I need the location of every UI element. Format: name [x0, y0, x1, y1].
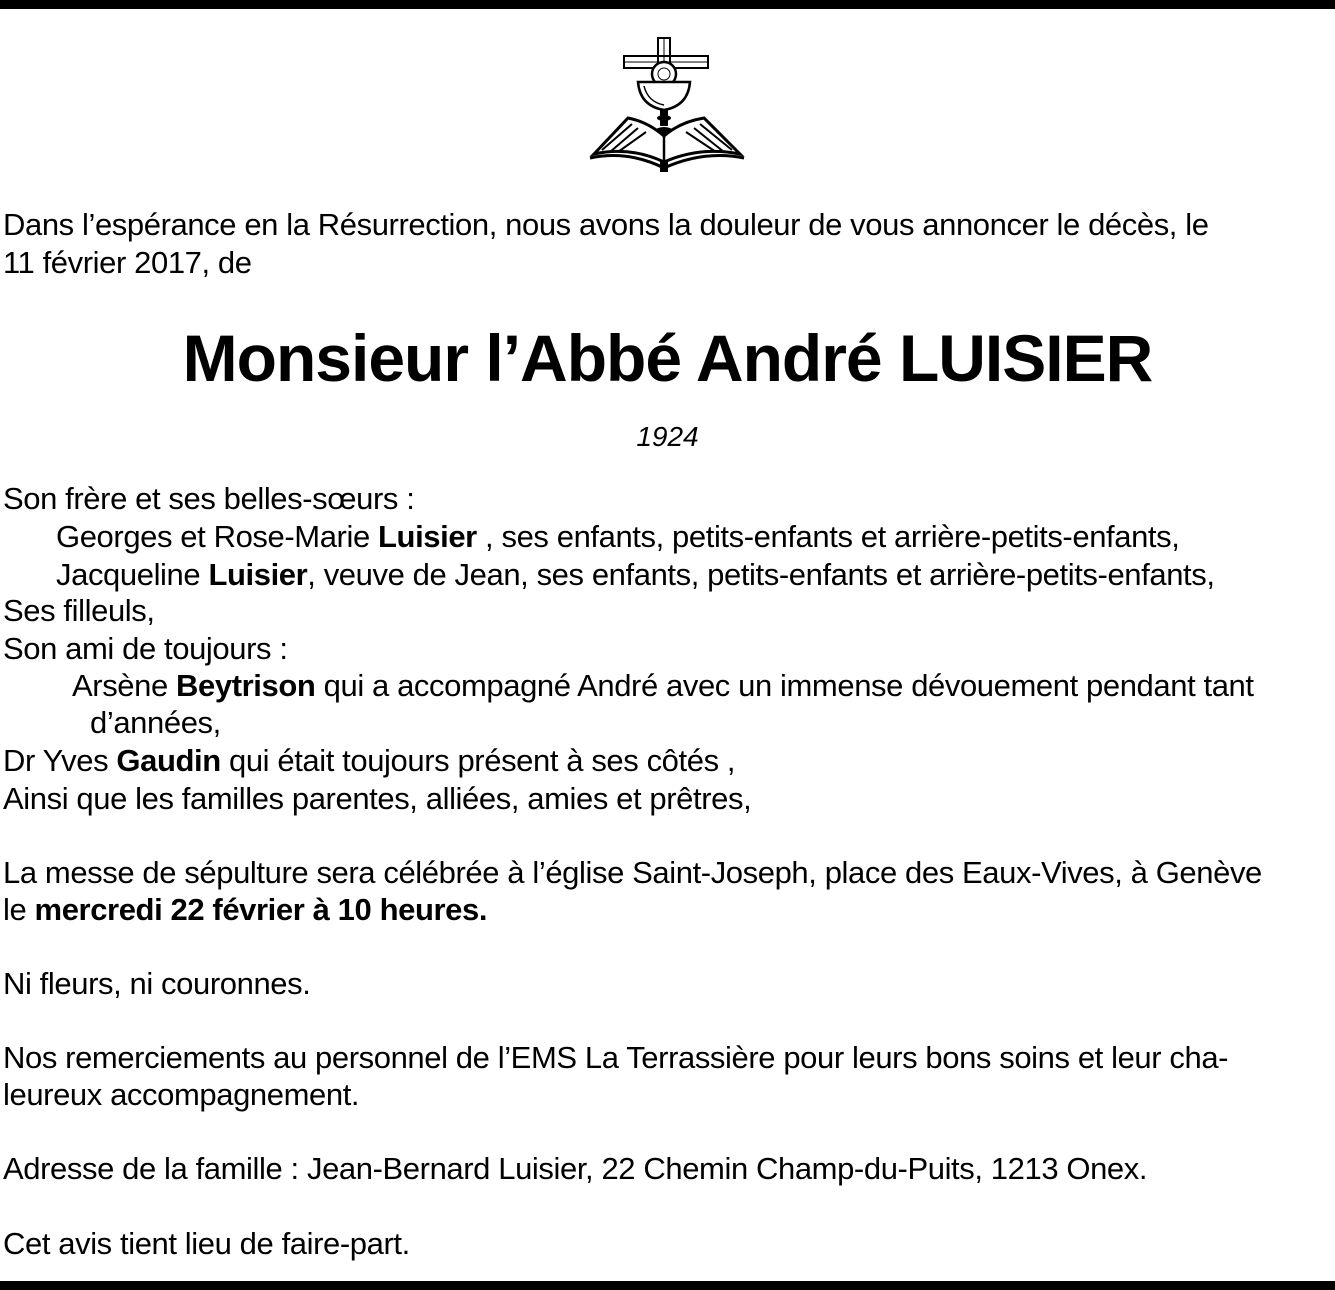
family-address: Adresse de la famille : Jean-Bernard Luisier, 22 Chemin Champ-du-Puits, 1213 Onex. — [3, 1151, 1148, 1186]
family-surname: Luisier — [208, 557, 308, 592]
cross-chalice-book-icon — [588, 36, 748, 174]
family-line-georges — [56, 518, 1179, 556]
intro-line-date: 11 février 2017, de — [3, 245, 252, 280]
bottom-border-rule — [0, 1281, 1335, 1290]
friend-surname: Beytrison — [176, 668, 316, 703]
family-line-jacqueline — [56, 556, 1215, 594]
family-godchildren: Ses filleuls, — [3, 593, 155, 628]
flowers-note: Ni fleurs, ni couronnes. — [3, 966, 311, 1001]
thanks-line-continuation: leureux accompagnement. — [3, 1077, 360, 1112]
closing-note: Cet avis tient lieu de faire-part. — [3, 1226, 410, 1261]
friend-line-arsene — [72, 667, 1254, 705]
deceased-name: Monsieur l’Abbé André LUISIER — [182, 321, 1153, 395]
doctor-text: Dr Yves — [3, 743, 117, 778]
doctor-line — [3, 742, 735, 780]
doctor-surname: Gaudin — [116, 743, 221, 778]
top-border-rule — [0, 0, 1335, 9]
birth-year: 1924 — [636, 421, 699, 452]
friend-text: qui a accompagné André avec un immense dévouement pendant tant — [315, 668, 1254, 703]
family-text: , ses enfants, petits-enfants et arrière-petits-enfants, — [476, 519, 1180, 554]
family-text: , veuve de Jean, ses enfants, petits-enfants et arrière-petits-enfants, — [307, 557, 1215, 592]
friend-line-continuation: d’années, — [90, 705, 221, 740]
friend-heading: Son ami de toujours : — [3, 631, 288, 666]
thanks-line: Nos remerciements au personnel de l’EMS La Terrassière pour leurs bons soins et leur cha- — [3, 1040, 1229, 1075]
friend-text: Arsène — [72, 668, 177, 703]
mass-date: mercredi 22 février à 10 heures. — [34, 892, 488, 927]
mass-date-line — [3, 891, 487, 929]
family-surname: Luisier — [378, 519, 477, 554]
families-line: Ainsi que les familles parentes, alliées, amies et prêtres, — [3, 781, 752, 816]
family-text: Jacqueline — [56, 557, 209, 592]
mass-text: le — [3, 892, 35, 927]
family-heading: Son frère et ses belles-sœurs : — [3, 481, 415, 516]
doctor-text: qui était toujours présent à ses côtés , — [220, 743, 736, 778]
family-text: Georges et Rose-Marie — [56, 519, 378, 554]
mass-line: La messe de sépulture sera célébrée à l’église Saint-Joseph, place des Eaux-Vives, à Genève — [3, 855, 1262, 890]
intro-line: Dans l’espérance en la Résurrection, nous avons la douleur de vous annoncer le décès, le — [3, 207, 1209, 242]
